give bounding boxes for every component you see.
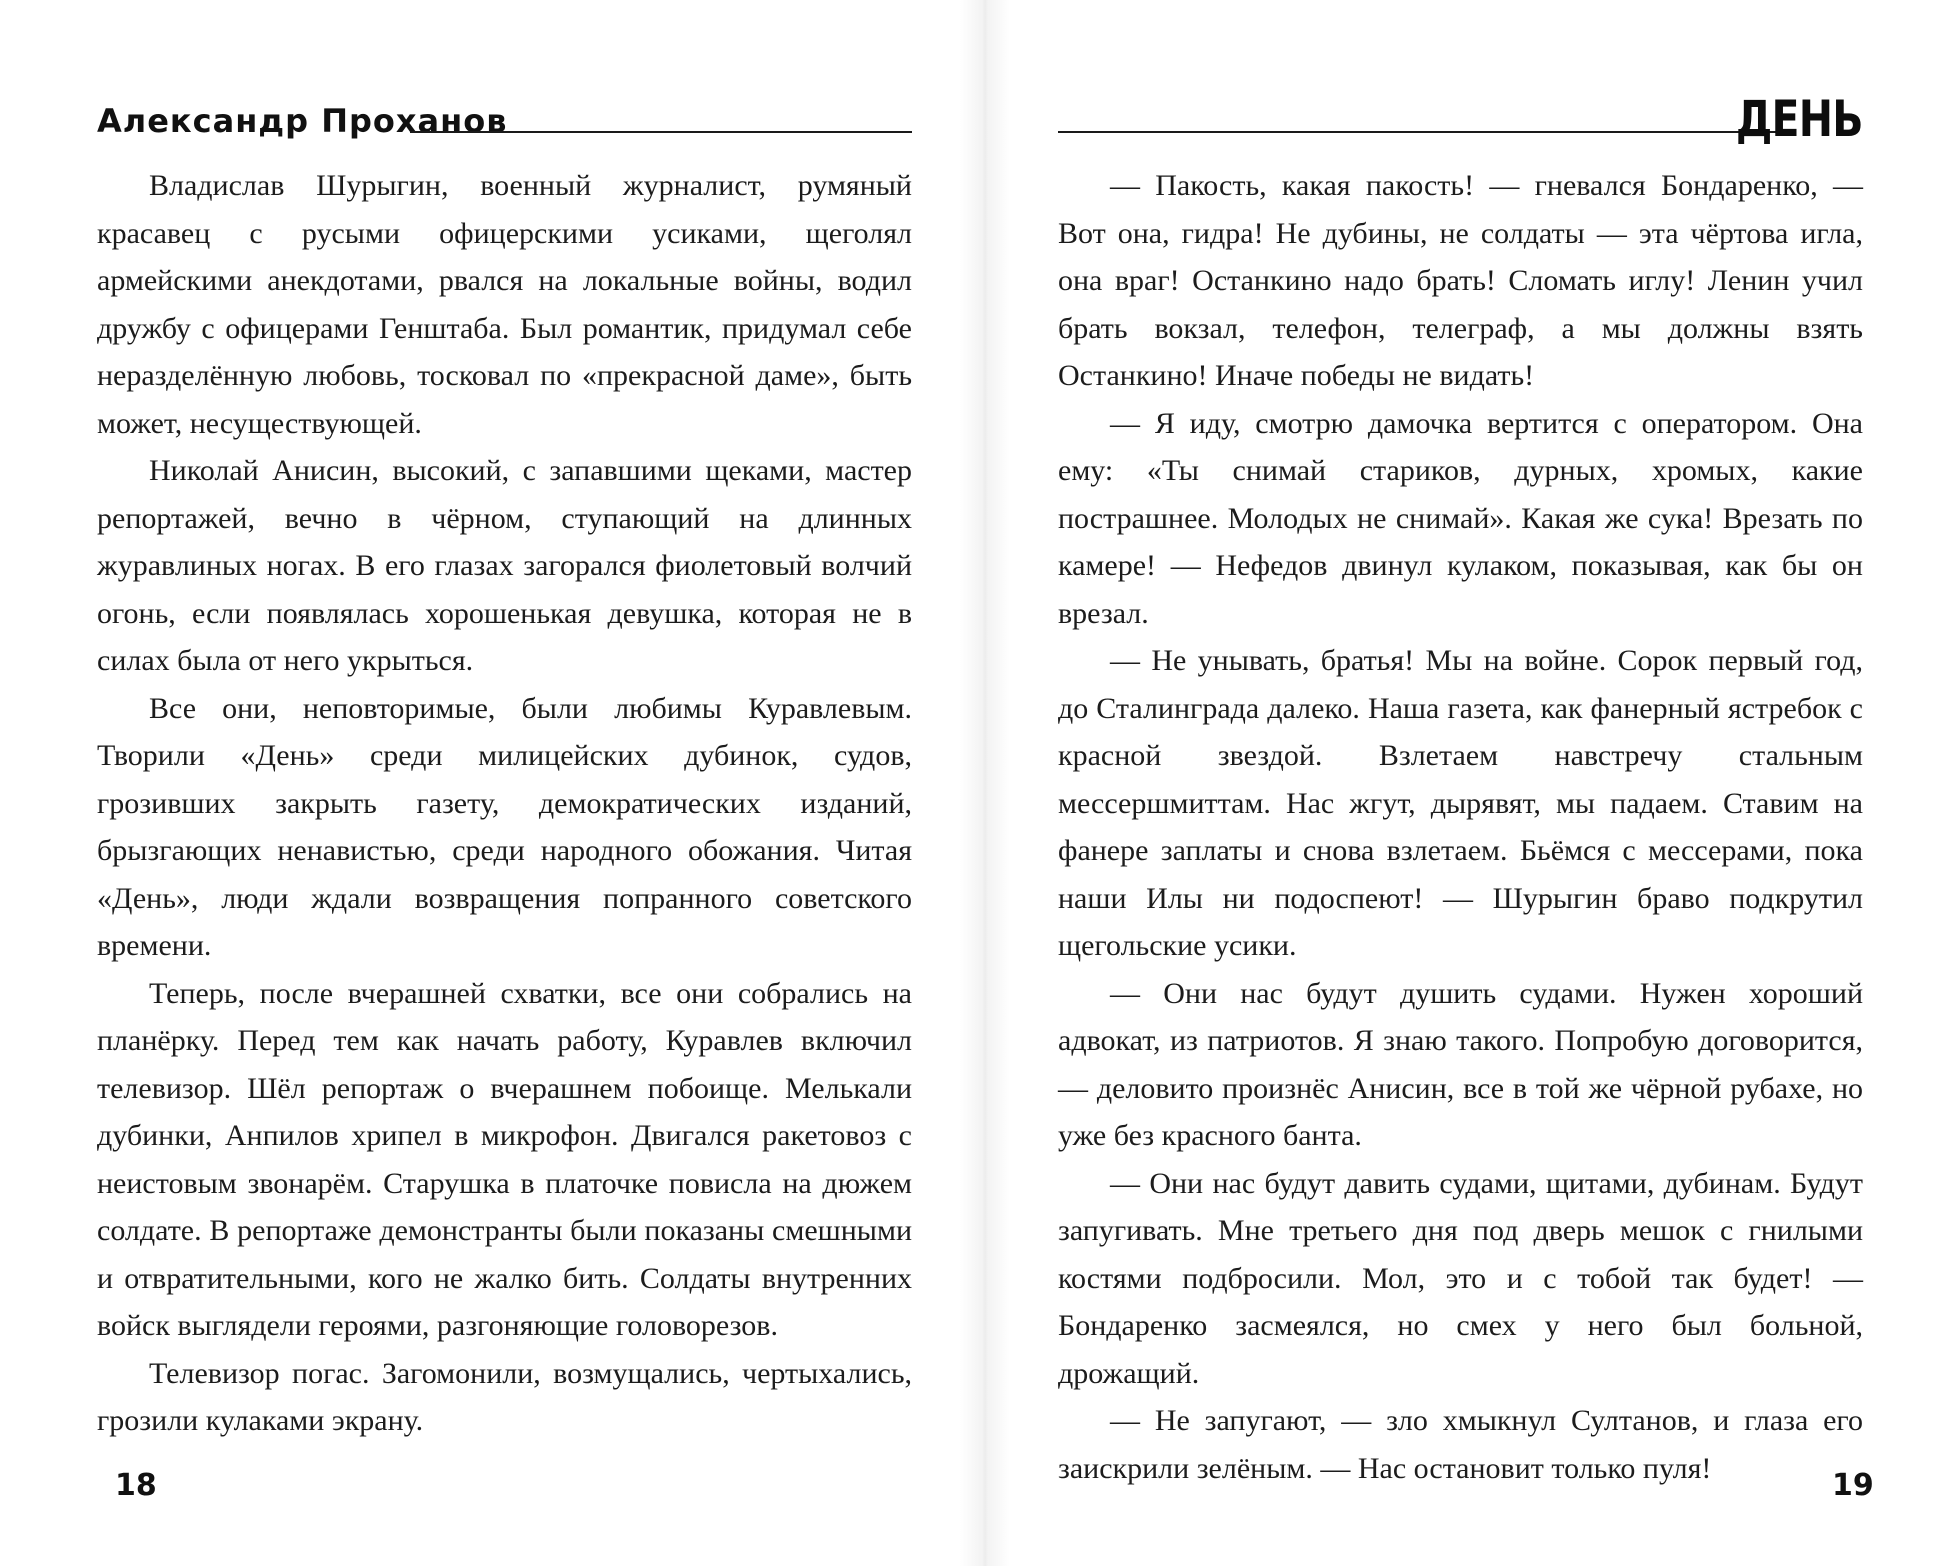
paragraph: Все они, неповторимые, были любимы Куравлевым. Творили «День» среди милицейских дубинок, судов, грозивших закрыть газету, демократических изданий, брызгающих ненавистью, среди народного обожания. Читая «День», люди ждали возвращения попранного советского времени. xyxy=(97,691,912,962)
paragraph: — Я иду, смотрю дамочка вертится с оператором. Она ему: «Ты снимай стариков, дурных, хромых, какие пострашнее. Молодых не снимай». Какая же сука! Врезать по камере! — Нефедов двинул кулаком, показывая, как бы он врезал. xyxy=(1058,406,1863,630)
header-author: Александр Проханов xyxy=(97,102,508,140)
paragraph: Теперь, после вчерашней схватки, все они собрались на планёрку. Перед тем как начать работу, Куравлев включил телевизор. Шёл репортаж о вчерашнем побоище. Мелькали дубинки, Анпилов хрипел в микрофон. Двигался ракетовоз с неистовым звонарём. Старушка в платочке повисла на дюжем солдате. В репортаже демонстранты были показаны смешными и отвратительными, кого не жалко бить. Солдаты внутренних войск выглядели героями, разгоняющие головорезов. xyxy=(97,976,912,1342)
paragraph: — Они нас будут давить судами, щитами, дубинам. Будут запугивать. Мне третьего дня под дверь мешок с гнилыми костями подбросили. Мол, это и с тобой так будет! — Бондаренко засмеялся, но смех у него был больной, дрожащий. xyxy=(1058,1166,1863,1390)
paragraph: — Они нас будут душить судами. Нужен хороший адвокат, из патриотов. Я знаю такого. Попробую договорится, — деловито произнёс Анисин, все в той же чёрной рубахе, но уже без красного банта. xyxy=(1058,976,1863,1152)
right-running-header xyxy=(1058,90,1863,148)
paragraph: — Не запугают, — зло хмыкнул Султанов, и глаза его заискрили зелёным. — Нас остановит только пуля! xyxy=(1058,1404,1863,1485)
paragraph: — Не унывать, братья! Мы на войне. Сорок первый год, до Сталинграда далеко. Наша газета, как фанерный ястребок с красной звездой. Взлетаем навстречу стальным мессершмиттам. Нас жгут, дырявят, мы падаем. Ставим на фанере заплаты и снова взлетаем. Бьёмся с мессерами, пока наши Илы ни подоспеют! — Шурыгин браво подкрутил щегольские усики. xyxy=(1058,644,1863,962)
paragraph: — Пакость, какая пакость! — гневался Бондаренко, — Вот она, гидра! Не дубины, не солдаты — эта чёртова игла, она враг! Останкино надо брать! Сломать иглу! Ленин учил брать вокзал, телефон, телеграф, а мы должны взять Останкино! Иначе победы не видать! xyxy=(1058,169,1863,392)
page-number-left: 18 xyxy=(115,1468,157,1503)
header-rule xyxy=(1058,131,1788,133)
paragraph: Владислав Шурыгин, военный журналист, румяный красавец с русыми офицерскими усиками, щеголял армейскими анекдотами, рвался на локальные войны, водил дружбу с офицерами Генштаба. Был романтик, придумал себе неразделённую любовь, тосковал по «прекрасной даме», быть может, несуществующей. xyxy=(97,169,912,440)
paragraph: Телевизор погас. Загомонили, возмущались, чертыхались, грозили кулаками экрану. xyxy=(97,1356,912,1437)
paragraph: Николай Анисин, высокий, с запавшими щеками, мастер репортажей, вечно в чёрном, ступающий на длинных журавлиных ногах. В его глазах загорался фиолетовый волчий огонь, если появлялась хорошенькая девушка, которая не в силах была от него укрыться. xyxy=(97,454,912,677)
header-book-title: ДЕНЬ xyxy=(1736,90,1863,148)
page-number-right: 19 xyxy=(1832,1468,1874,1503)
left-page xyxy=(0,0,975,1566)
right-body-text xyxy=(1058,162,1863,1492)
right-page xyxy=(980,0,1953,1566)
header-rule xyxy=(410,131,912,133)
left-body-text xyxy=(97,162,912,1445)
left-running-header xyxy=(97,96,912,146)
